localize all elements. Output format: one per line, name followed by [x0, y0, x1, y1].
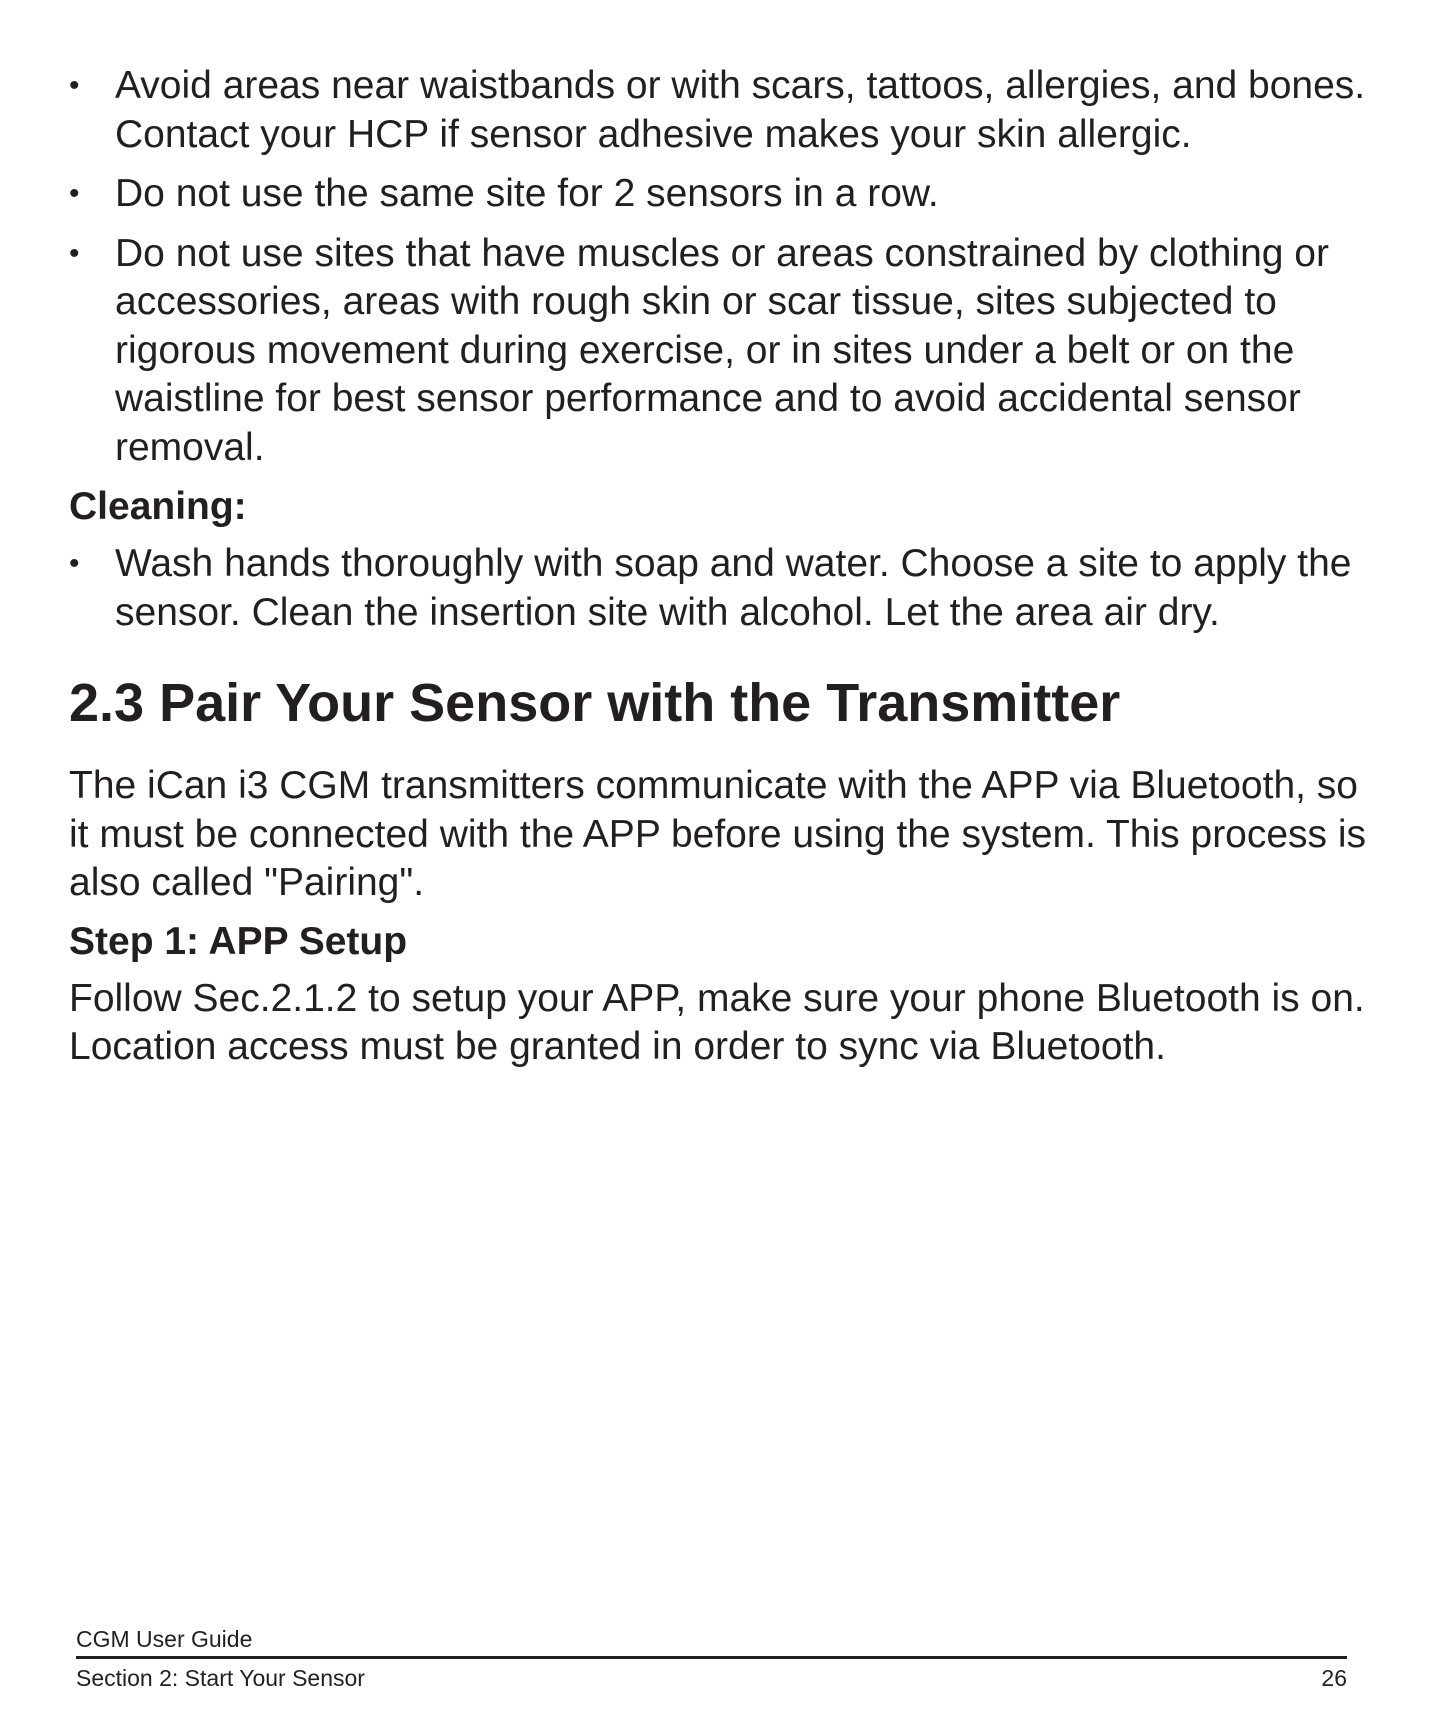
list-item-text: Do not use the same site for 2 sensors in a row. — [115, 172, 939, 215]
cleaning-list — [69, 540, 1369, 637]
footer-divider — [76, 1656, 1347, 1659]
list-item-text: Wash hands thoroughly with soap and water. Choose a site to apply the sensor. Clean the insertion site with alcohol. Let the area air dry. — [115, 542, 1352, 634]
bullet-icon: • — [69, 547, 80, 580]
list-item — [69, 62, 1369, 159]
step-1-heading: Step 1: APP Setup — [69, 919, 408, 963]
footer-section-label: Section 2: Start Your Sensor — [76, 1665, 365, 1691]
site-selection-list — [69, 62, 1369, 472]
step-1-paragraph: Follow Sec.2.1.2 to setup your APP, make sure your phone Bluetooth is on. Location access must be granted in order to sync via Bluetooth. — [69, 976, 1365, 1068]
list-item — [69, 540, 1369, 637]
footer-row — [76, 1664, 1347, 1692]
section-title: 2.3 Pair Your Sensor with the Transmitter — [69, 673, 1121, 733]
bullet-icon: • — [69, 236, 80, 270]
bullet-icon: • — [69, 177, 80, 210]
page-content — [69, 62, 1369, 1082]
list-item-text: Avoid areas near waistbands or with scars, tattoos, allergies, and bones. Contact your HCP if sensor adhesive makes your skin allergic. — [115, 64, 1366, 156]
list-item — [69, 170, 1369, 219]
page-footer — [76, 1624, 1347, 1692]
list-item-text: Do not use sites that have muscles or areas constrained by clothing or accessories, areas with rough skin or scar tissue, sites subjected to rigorous movement during exercise, or in sites under a belt or on the waistline for best sensor performance and to avoid accidental sensor removal. — [115, 231, 1329, 469]
page-number: 26 — [1321, 1665, 1347, 1691]
list-item — [69, 230, 1369, 473]
section-intro-paragraph: The iCan i3 CGM transmitters communicate with the APP via Bluetooth, so it must be connected with the APP before using the system. This process is also called "Pairing". — [69, 764, 1367, 904]
cleaning-heading: Cleaning: — [69, 485, 247, 528]
bullet-icon: • — [69, 69, 80, 102]
footer-guide-title: CGM User Guide — [76, 1626, 253, 1652]
